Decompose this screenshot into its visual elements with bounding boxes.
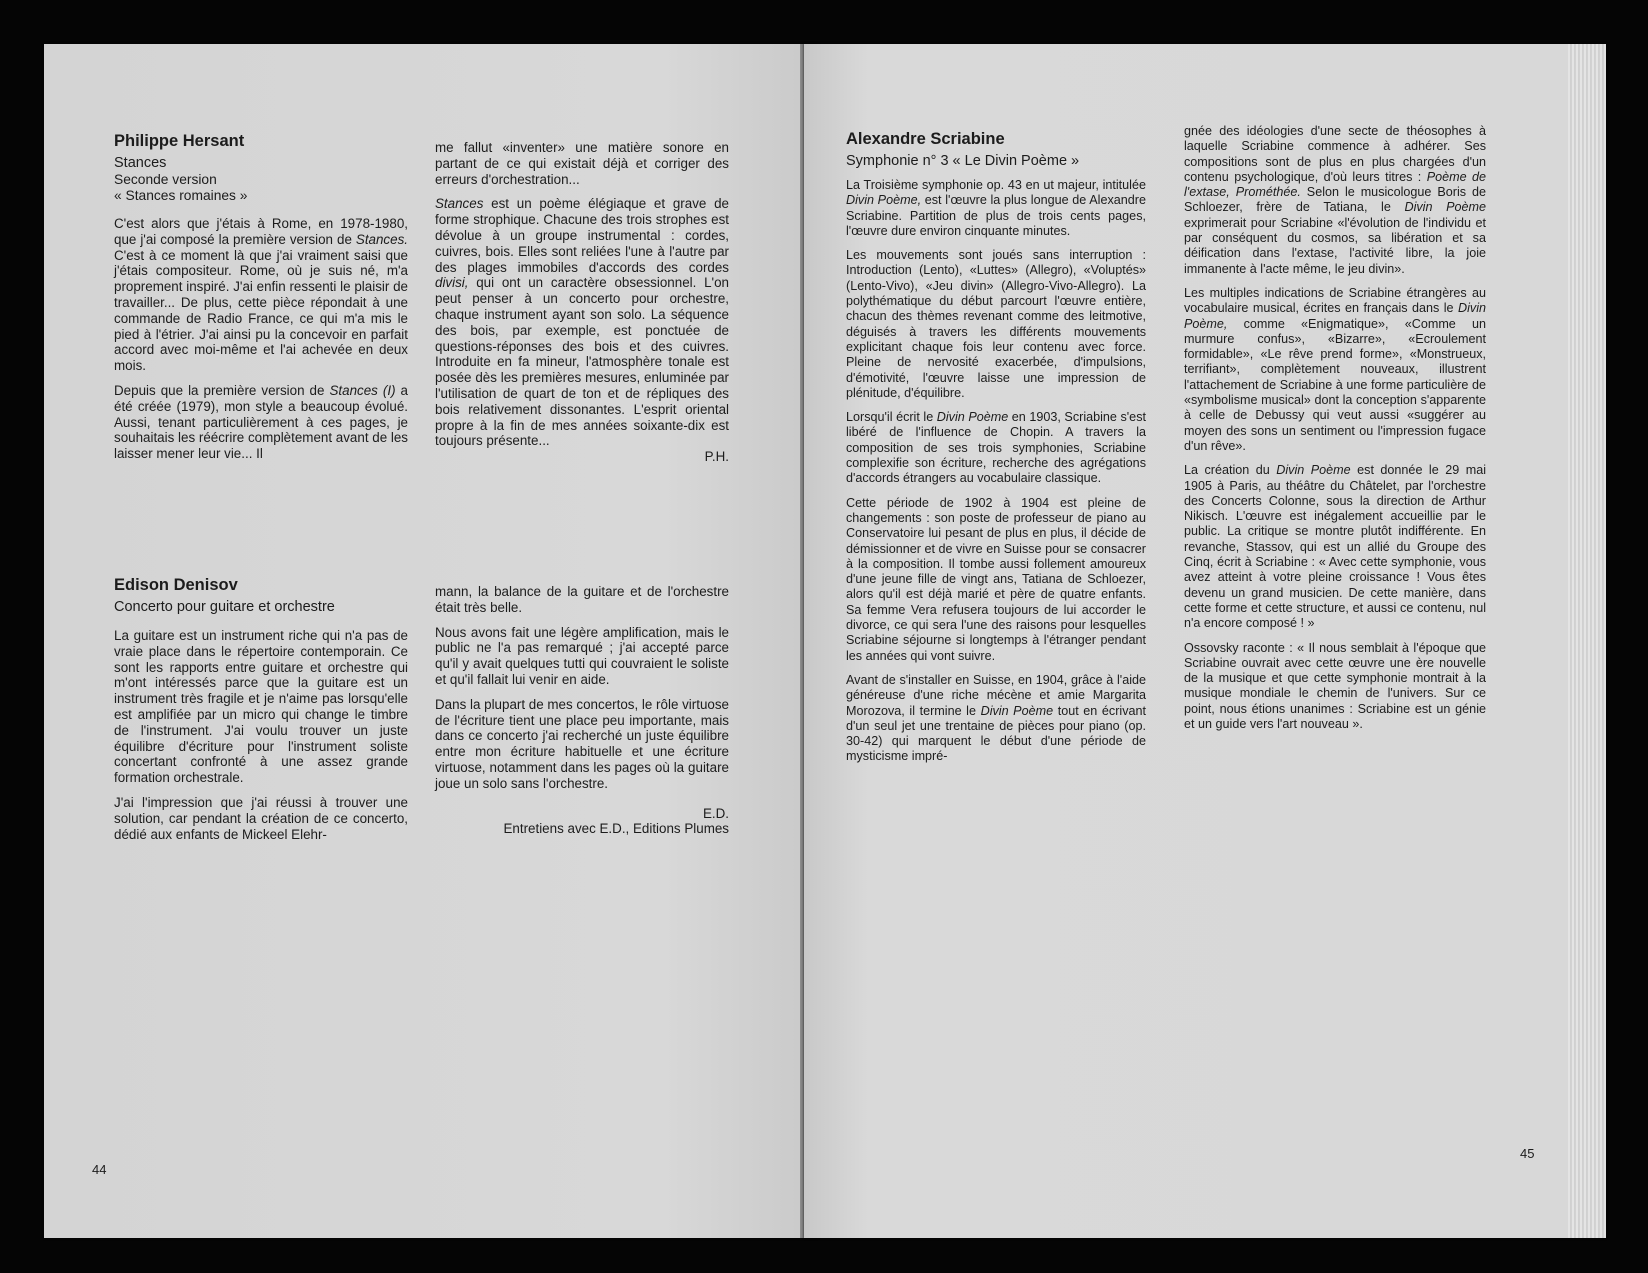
- paragraph: La création du Divin Poème est donnée le 29 mai 1905 à Paris, au théâtre du Châtelet, par l'orchestre des Concerts Colonne, sous la direction de Arthur Nikisch. L'œuvre est inégalement accueillie par le public. La critique se montre plutôt indifférente. En revanche, Stassov, qui est un allié du Groupe des Cinq, écrit à Scriabine : « Avec cette symphonie, vous avez atteint à votre pleine croissance ! Vous êtes devenu un grand musicien. De cette manière, dans cette forme et cette structure, et aussi ce contenu, nul n'a encore composé ! »: [1184, 463, 1486, 631]
- paragraph: La guitare est un instrument riche qui n'a pas de vraie place dans le répertoire contemporain. Ce sont les rapports entre guitare et orchestre qui m'ont intéressés parce que la guitare est un instrument très fragile et je n'aime pas lorsqu'elle est amplifiée par un micro qui change le timbre de l'instrument. J'ai voulu trouver un juste équilibre d'écriture pour l'instrument soliste concertant confronté à une assez grande formation orchestrale.: [114, 628, 408, 786]
- author-heading: Edison Denisov: [114, 576, 238, 594]
- work-subtitle: « Stances romaines »: [114, 188, 248, 203]
- paragraph: me fallut «inventer» une matière sonore en partant de ce qui existait déjà et corriger des erreurs d'orchestration...: [435, 140, 729, 187]
- work-subtitle: Seconde version: [114, 172, 217, 187]
- paragraph: Lorsqu'il écrit le Divin Poème en 1903, Scriabine s'est libéré de l'influence de Chopin. A travers la composition de ses trois symphonies, Scriabine complexifie son écriture, recherche des agrégations d'accords étrangers au vocabulaire classique.: [846, 410, 1146, 486]
- right-page: [804, 44, 1606, 1238]
- paragraph: mann, la balance de la guitare et de l'orchestre était très belle.: [435, 584, 729, 615]
- paragraph: Stances est un poème élégiaque et grave de forme strophique. Chacune des trois strophes est dévolue à un groupe instrumental : cordes, cuivres, bois. Elles sont reliées l'une à l'autre par des plages immobiles d'accords des cordes divisi, qui ont un caractère obsessionnel. L'on peut penser à un concerto pour orchestre, chaque instrument ayant son solo. La séquence des bois, par exemple, est ponctuée de questions-réponses des bois et des cuivres. Introduite en fa mineur, l'atmosphère tonale est posée dès les premières mesures, enluminée par l'utilisation de quart de ton et de répliques des bois relativement dissonantes. L'esprit oriental propre à la fin de mes années soixante-dix est toujours présente...: [435, 196, 729, 449]
- paragraph: Dans la plupart de mes concertos, le rôle virtuose de l'écriture tient une place peu importante, mais dans ce concerto j'ai recherché un juste équilibre entre mon écriture habituelle et une écriture virtuose, notamment dans les pages où la guitare joue un solo sans l'orchestre.: [435, 696, 729, 791]
- text-column: [1184, 124, 1486, 741]
- left-page: [44, 44, 818, 1238]
- text-column: [435, 584, 729, 837]
- text-column: [846, 178, 1146, 774]
- scriabine-article: [846, 130, 1146, 170]
- source-credit: Entretiens avec E.D., Editions Plumes: [503, 821, 729, 837]
- author-heading: Alexandre Scriabine: [846, 130, 1005, 148]
- paragraph: Les mouvements sont joués sans interruption : Introduction (Lento), «Luttes» (Allegro), «Voluptés» (Lento-Vivo), «Jeu divin» (Allegro-Vivo-Allegro). La polythématique du début parcourt l'œuvre entière, chacun des thèmes revenant comme des leitmotive, déguisés à travers les différents mouvements explicitant chaque fois leur contenu avec force. Pleine de nervosité exacerbée, d'impulsions, d'émotivité, l'œuvre laisse une impression de plénitude, d'équilibre.: [846, 248, 1146, 400]
- paragraph: Ossovsky raconte : « Il nous semblait à l'époque que Scriabine ouvrait avec cette œuvre une ère nouvelle de la musique et que cette symphonie montrait à la musique mondiale le chemin de l'univers. Sur ce point, nous étions unanimes : Scriabine est un génie et un guide vers l'art nouveau ».: [1184, 640, 1486, 731]
- paragraph: Depuis que la première version de Stances (I) a été créée (1979), mon style a beaucoup évolué. Aussi, tenant particulièrement à ces pages, je souhaitais les réécrire complètement avant de les laisser mener leur vie... Il: [114, 382, 408, 462]
- text-column: [435, 140, 729, 465]
- page-number: 45: [1520, 1146, 1535, 1161]
- paragraph: J'ai l'impression que j'ai réussi à trouver une solution, car pendant la création de ce concerto, dédié aux enfants de Mickeel Elehr-: [114, 794, 408, 842]
- work-title: Stances: [114, 155, 167, 171]
- work-title: Symphonie n° 3 « Le Divin Poème »: [846, 153, 1080, 169]
- paragraph: Cette période de 1902 à 1904 est pleine de changements : son poste de professeur de piano au Conservatoire lui pesant de plus en plus, il décide de démissionner et de vivre en Suisse pour se consacrer à la composition. Il tombe aussi follement amoureux d'une jeune fille de vingt ans, Tatiana de Schloezer, alors qu'il est déjà marié et père de quatre enfants. Sa femme Vera refusera toujours de lui accorder le divorce, ce qui sera l'une des raisons pour lesquelles Scriabine séjourne si longtemps à l'étranger pendant les années qui vont suivre.: [846, 495, 1146, 663]
- paragraph: Nous avons fait une légère amplification, mais le public ne l'a pas remarqué ; j'ai accepté parce qu'il y avait quelques tutti qui couvraient le soliste et qu'il fallait lui venir en aide.: [435, 624, 729, 687]
- signature: P.H.: [704, 449, 729, 465]
- paragraph: La Troisième symphonie op. 43 en ut majeur, intitulée Divin Poème, est l'œuvre la plus longue de Alexandre Scriabine. Partition de plus de trois cents pages, l'œuvre dure environ cinquante minutes.: [846, 178, 1146, 238]
- text-column: [114, 628, 408, 851]
- paragraph: C'est alors que j'étais à Rome, en 1978-1980, que j'ai composé la première version de Stances. C'est à ce moment là que j'ai vraiment saisi que j'étais compositeur. Rome, où je suis né, m'a proprement inspiré. J'ai enfin ressenti le plaisir de travailler... De plus, cette pièce répondait à une commande de Radio France, ce qui m'a mis le pied à l'étrier. J'ai ainsi pu la concevoir en parfait accord avec moi-même et l'ai achevée en deux mois.: [114, 216, 408, 374]
- text-column: [114, 216, 408, 471]
- page-edges: [1568, 44, 1606, 1238]
- paragraph: Avant de s'installer en Suisse, en 1904, grâce à l'aide généreuse d'une riche mécène et amie Margarita Morozova, il termine le Divin Poème tout en écrivant d'un seul jet une trentaine de pièces pour piano (op. 30-42) qui marquent le début d'une période de mysticisme impré-: [846, 672, 1147, 764]
- paragraph: Les multiples indications de Scriabine étrangères au vocabulaire musical, écrites en français dans le Divin Poème, comme «Enigmatique», «Comme un murmure confus», «Bizarre», «Ecroulement formidable», «Le rêve prend forme», «Monstrueux, terrifiant», complètement nouveaux, illustrent l'attachement de Scriabine à une forme particulière de «symbolisme musical» dont la conception s'apparente à celle de Debussy qui veut aussi «suggérer au moyen des sons un sentiment ou l'impression fugace d'un rêve».: [1184, 285, 1486, 453]
- page-number: 44: [92, 1162, 107, 1177]
- work-title: Concerto pour guitare et orchestre: [114, 599, 335, 615]
- signature: E.D.: [702, 805, 729, 821]
- author-heading: Philippe Hersant: [114, 132, 245, 150]
- paragraph: gnée des idéologies d'une secte de théosophes à laquelle Scriabine commence à adhérer. Ses compositions sont de plus en plus chargées d'un contenu psychologique, d'où leurs titres : Poème de l'extase, Prométhée. Selon le musicologue Boris de Schloezer, frère de Tatiana, le Divin Poème exprimerait pour Scriabine «l'évolution de l'individu et par conséquent du cosmos, sa libération et sa déification dans l'extase, l'activité libre, la joie immanente à l'acte même, le jeu divin».: [1184, 124, 1486, 276]
